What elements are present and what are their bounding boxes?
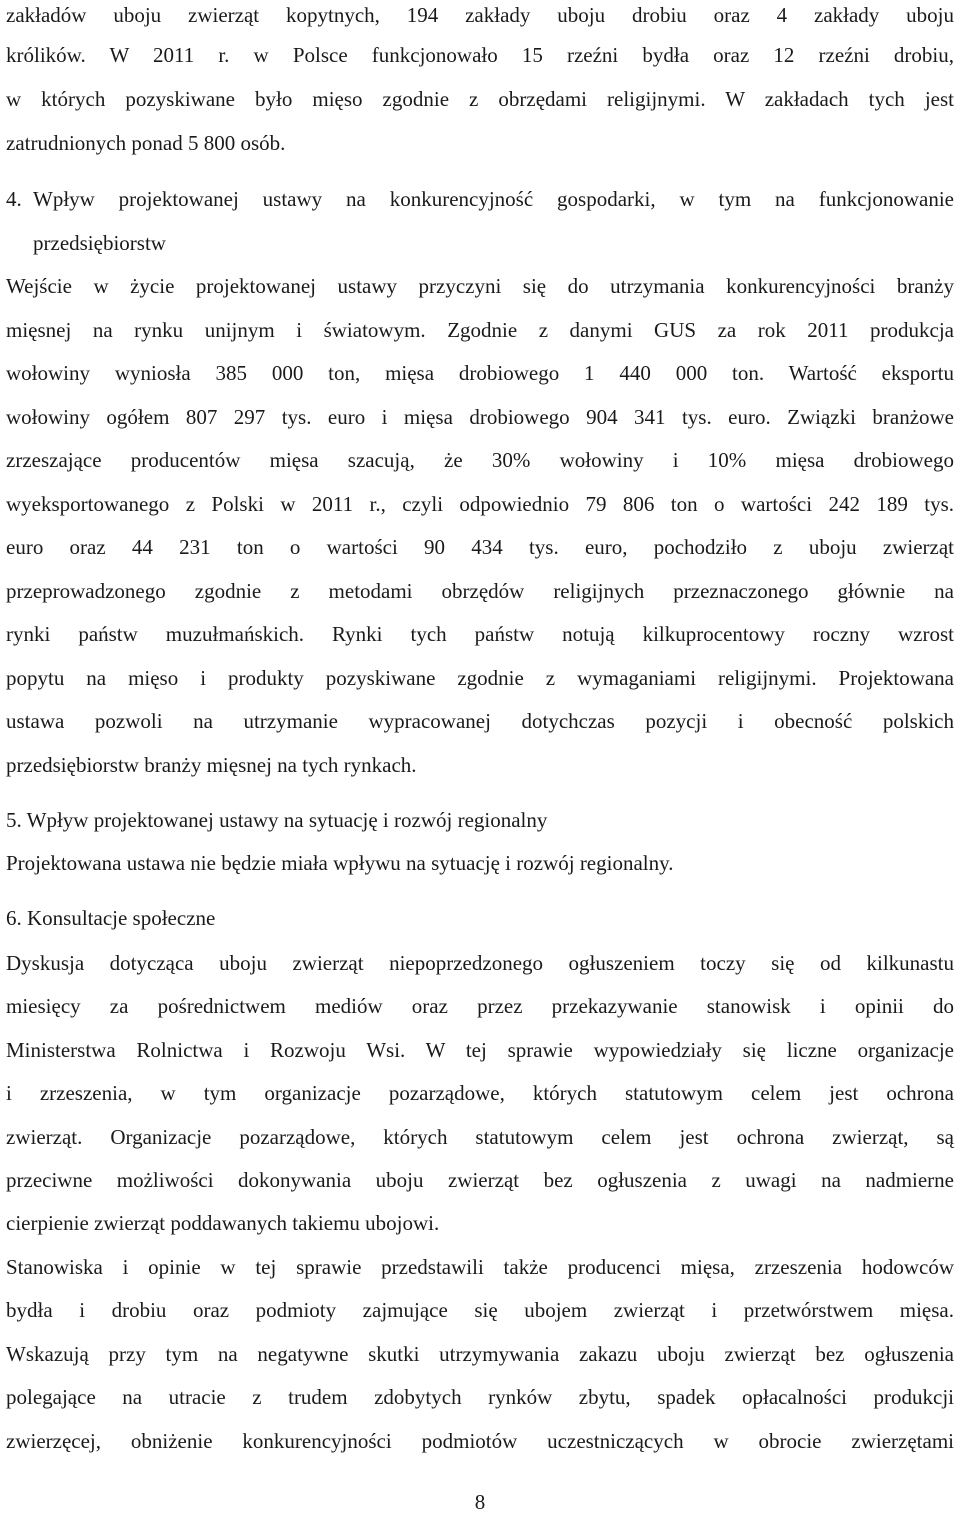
paragraph-line: zwierzęcej, obniżenie konkurencyjności podmiotów uczestniczących w obrocie zwierzętami [6, 1429, 954, 1453]
paragraph-line: euro oraz 44 231 ton o wartości 90 434 tys. euro, pochodziło z uboju zwierząt [6, 535, 954, 559]
paragraph-line: Projektowana ustawa nie będzie miała wpływu na sytuację i rozwój regionalny. [6, 851, 674, 875]
paragraph-line: Wejście w życie projektowanej ustawy przyczyni się do utrzymania konkurencyjności branży [6, 274, 954, 298]
section-heading-5: 5. Wpływ projektowanej ustawy na sytuację i rozwój regionalny [6, 808, 548, 832]
paragraph-line: królików. W 2011 r. w Polsce funkcjonowało 15 rzeźni bydła oraz 12 rzeźni drobiu, [6, 43, 954, 67]
section-title-continued: przedsiębiorstw [33, 231, 166, 255]
paragraph-line: przeprowadzonego zgodnie z metodami obrzędów religijnych przeznaczonego głównie na [6, 579, 954, 603]
paragraph-line: wołowiny wyniosła 385 000 ton, mięsa drobiowego 1 440 000 ton. Wartość eksportu [6, 361, 954, 385]
paragraph-line: wyeksportowanego z Polski w 2011 r., czyli odpowiednio 79 806 ton o wartości 242 189 tys. [6, 492, 954, 516]
paragraph-line: cierpienie zwierząt poddawanych takiemu ubojowi. [6, 1211, 440, 1235]
paragraph-line: zakładów uboju zwierząt kopytnych, 194 zakłady uboju drobiu oraz 4 zakłady uboju [6, 3, 954, 27]
paragraph-line: wołowiny ogółem 807 297 tys. euro i mięsa drobiowego 904 341 tys. euro. Związki branżowe [6, 405, 954, 429]
paragraph-line: przeciwne możliwości dokonywania uboju zwierząt bez ogłuszenia z uwagi na nadmierne [6, 1168, 954, 1192]
section-number: 4. [6, 187, 22, 211]
paragraph-line: popytu na mięso i produkty pozyskiwane zgodnie z wymaganiami religijnymi. Projektowana [6, 666, 954, 690]
paragraph-line: ustawa pozwoli na utrzymanie wypracowanej dotychczas pozycji i obecność polskich [6, 709, 954, 733]
paragraph-line: bydła i drobiu oraz podmioty zajmujące się ubojem zwierząt i przetwórstwem mięsa. [6, 1298, 954, 1322]
paragraph-line: Dyskusja dotycząca uboju zwierząt niepoprzedzonego ogłuszeniem toczy się od kilkunastu [6, 951, 954, 975]
paragraph-line: w których pozyskiwane było mięso zgodnie z obrzędami religijnymi. W zakładach tych jest [6, 87, 954, 111]
paragraph-line: i zrzeszenia, w tym organizacje pozarządowe, których statutowym celem jest ochrona [6, 1081, 954, 1105]
paragraph-line: przedsiębiorstw branży mięsnej na tych rynkach. [6, 753, 417, 777]
document-page [6, 0, 954, 1513]
page-number: 8 [474, 1490, 486, 1514]
paragraph-line: Stanowiska i opinie w tej sprawie przedstawili także producenci mięsa, zrzeszenia hodowców [6, 1255, 954, 1279]
paragraph-line: zatrudnionych ponad 5 800 osób. [6, 131, 286, 155]
paragraph-line: mięsnej na rynku unijnym i światowym. Zgodnie z danymi GUS za rok 2011 produkcja [6, 318, 954, 342]
paragraph-line: Wskazują przy tym na negatywne skutki utrzymywania zakazu uboju zwierząt bez ogłuszenia [6, 1342, 954, 1366]
paragraph-line: Ministerstwa Rolnictwa i Rozwoju Wsi. W tej sprawie wypowiedziały się liczne organizacje [6, 1038, 954, 1062]
paragraph-line: miesięcy za pośrednictwem mediów oraz przez przekazywanie stanowisk i opinii do [6, 994, 954, 1018]
paragraph-line: zrzeszające producentów mięsa szacują, że 30% wołowiny i 10% mięsa drobiowego [6, 448, 954, 472]
paragraph-line: zwierząt. Organizacje pozarządowe, których statutowym celem jest ochrona zwierząt, są [6, 1125, 954, 1149]
section-heading-6: 6. Konsultacje społeczne [6, 906, 216, 930]
section-heading-4 [6, 184, 954, 214]
paragraph-line: rynki państw muzułmańskich. Rynki tych państw notują kilkuprocentowy roczny wzrost [6, 622, 954, 646]
paragraph-line: polegające na utracie z trudem zdobytych rynków zbytu, spadek opłacalności produkcji [6, 1385, 954, 1409]
section-title: Wpływ projektowanej ustawy na konkurencyjność gospodarki, w tym na funkcjonowanie [33, 187, 954, 211]
